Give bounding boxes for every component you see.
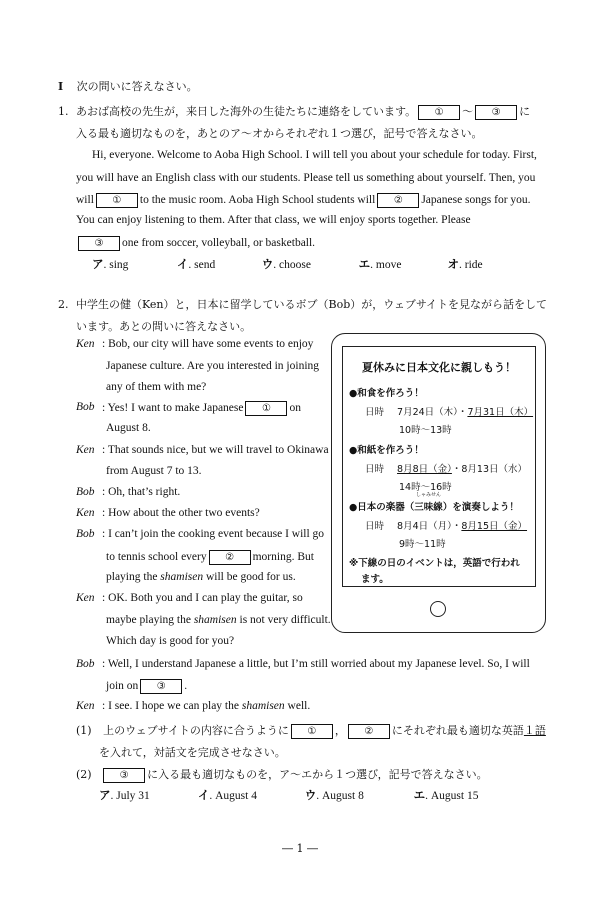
date-label: 日時 — [365, 407, 385, 418]
subq-number: (1) — [76, 724, 92, 737]
date-text: 8月4日（月）・ — [397, 521, 462, 532]
date-label: 日時 — [365, 521, 385, 532]
q1-passage-line3 — [76, 193, 531, 208]
choice-e — [359, 256, 445, 272]
q1-intro-line2: 入る最も適切なものを，あとのア～オからそれぞれ１つ選び，記号で答えなさい。 — [76, 127, 483, 140]
shamisen-word: shamisen — [241, 700, 285, 712]
dialogue-text: : Yes! I want to make Japanese — [102, 402, 244, 415]
choice-text: . July 31 — [110, 790, 150, 802]
dialogue-line: Japanese culture. Are you interested in joining — [106, 360, 320, 372]
event-cooking-dates — [365, 404, 533, 418]
q1-passage-line1: Hi, everyone. Welcome to Aoba High School. I will tell you about your schedule for today. First, — [92, 149, 537, 161]
answer-box-2: ② — [348, 724, 390, 739]
note-line1: ※下線の日のイベントは，英語で行われ — [349, 558, 520, 569]
date-label: 日時 — [365, 464, 385, 475]
speaker-bob: Bob — [76, 401, 95, 413]
answer-box-1: ① — [245, 401, 287, 416]
q2-intro-text: 中学生の健（Ken）と，日本に留学しているボブ（Bob）が，ウェブサイトを見ながら話をして — [76, 298, 548, 311]
choice-key: エ — [358, 257, 371, 271]
subq1-line1 — [76, 722, 546, 739]
choice-text: . August 15 — [425, 790, 479, 802]
event-shamisen-dates — [365, 518, 527, 532]
choice-i — [177, 256, 259, 272]
shamisen-word: shamisen — [160, 571, 204, 583]
dialogue-line — [106, 550, 314, 565]
event-cooking-title: ●和食を作ろう！ — [349, 388, 424, 399]
speaker-ken: Ken — [76, 507, 95, 519]
answer-box-2: ② — [209, 550, 251, 565]
choice-key: ア — [99, 788, 111, 802]
q1-intro-ni: に — [519, 105, 531, 118]
event-shamisen-time: 9時～11時 — [399, 539, 446, 550]
q1-intro-line1 — [58, 103, 530, 120]
date-underlined: 8月8日（金） — [397, 464, 452, 475]
dialogue-line — [102, 700, 310, 712]
q1-passage-line2: you will have an English class with our students. Please tell us something about yourself. Then, you — [76, 172, 536, 184]
q2-intro-line1 — [58, 296, 547, 312]
speaker-bob: Bob — [76, 528, 95, 540]
event-paper-dates — [365, 461, 527, 475]
choice-text: . choose — [273, 259, 311, 271]
q2-intro-line2: います。あとの問いに答えなさい。 — [76, 320, 252, 333]
choice-key: ウ — [304, 788, 317, 802]
choice-e — [414, 787, 479, 803]
section-marker: Ⅰ — [58, 80, 64, 93]
dialogue-line: from August 7 to 13. — [106, 465, 202, 477]
choice-text: . ride — [459, 259, 483, 271]
passage-text: to the music room. Aoba High School students will — [139, 194, 376, 207]
q2-number: 2. — [58, 298, 69, 311]
choice-key: エ — [413, 788, 426, 802]
dialogue-line — [106, 571, 296, 583]
event-shamisen-title — [349, 492, 519, 513]
choice-a — [92, 256, 174, 272]
dialogue-line: : Bob, our city will have some events to enjoy — [102, 338, 314, 350]
answer-box-3: ③ — [78, 236, 120, 251]
subq1-line2: を入れて，対話文を完成させなさい。 — [99, 746, 286, 759]
subq2-choices — [99, 787, 478, 803]
dialogue-text: will be good for us. — [205, 571, 296, 583]
choice-text: . sing — [103, 259, 129, 271]
speaker-ken: Ken — [76, 444, 95, 456]
shamisen-word: shamisen — [193, 614, 237, 626]
date-text: 7月24日（木）・ — [397, 407, 468, 418]
speaker-ken: Ken — [76, 592, 95, 604]
dialogue-line: : Oh, that’s right. — [102, 486, 181, 498]
date-underlined: 8月15日（金） — [461, 521, 528, 532]
website-screen — [342, 346, 536, 587]
choice-text: . send — [188, 259, 216, 271]
event-paper-title: ●和紙を作ろう！ — [349, 445, 424, 456]
comma: ， — [334, 724, 346, 737]
dialogue-text: is not very difficult. — [239, 614, 331, 626]
answer-box-3: ③ — [140, 679, 182, 694]
dialogue-text: to tennis school every — [106, 551, 207, 564]
choice-key: イ — [176, 257, 189, 271]
answer-box-1: ① — [291, 724, 333, 739]
choice-key: ア — [92, 257, 104, 271]
title-text: ●日本の楽器（ — [349, 502, 415, 513]
subq-number: (2) — [76, 768, 92, 781]
dialogue-line: : How about the other two events? — [102, 507, 260, 519]
ruby-text: しゃみせん — [416, 492, 442, 498]
choice-text: . move — [370, 259, 402, 271]
dialogue-text: on — [289, 402, 301, 415]
note-line2: ます。 — [361, 574, 389, 585]
choice-u — [305, 787, 411, 803]
passage-text: will — [76, 194, 94, 207]
choice-i — [198, 787, 302, 803]
answer-box-2: ② — [377, 193, 419, 208]
dialogue-line: August 8. — [106, 422, 151, 434]
choice-a — [99, 787, 195, 803]
website-title: 夏休みに日本文化に親しもう！ — [362, 361, 516, 374]
subq-text: にそれぞれ最も適切な英語 — [391, 724, 524, 737]
speaker-bob: Bob — [76, 486, 95, 498]
answer-box-3: ③ — [103, 768, 145, 783]
subq-text: に入る最も適切なものを，ア～エから１つ選び，記号で答えなさい。 — [147, 768, 488, 781]
dialogue-line — [106, 679, 187, 694]
choice-text: . August 8 — [316, 790, 364, 802]
dialogue-line: any of them with me? — [106, 381, 207, 393]
dialogue-text: morning. But — [252, 551, 314, 564]
dialogue-text: : I see. I hope we can play the — [102, 700, 239, 712]
speaker-bob: Bob — [76, 658, 95, 670]
answer-box-3: ③ — [475, 105, 517, 120]
date-underlined: 7月31日（木） — [467, 407, 534, 418]
page-number: ― 1 ― — [282, 842, 318, 855]
dialogue-line: Which day is good for you? — [106, 635, 235, 647]
q1-number: 1. — [58, 105, 69, 118]
shamisen-kanji: 三味線 — [414, 502, 443, 513]
speaker-ken: Ken — [76, 338, 95, 350]
event-cooking-time: 10時～13時 — [399, 425, 452, 436]
choice-key: ウ — [261, 257, 274, 271]
passage-text: one from soccer, volleyball, or basketball. — [122, 237, 316, 250]
dialogue-line: : OK. Both you and I can play the guitar, so — [102, 592, 303, 604]
choice-key: イ — [197, 788, 210, 802]
choice-key: オ — [447, 257, 459, 271]
q1-passage-line4: You can enjoy listening to them. After that class, we will enjoy sports together. Please — [76, 214, 471, 226]
choice-o — [448, 256, 483, 272]
passage-text: Japanese songs for you. — [421, 194, 531, 207]
title-text: ）を演奏しよう！ — [442, 502, 519, 513]
q1-passage-line5 — [76, 236, 315, 251]
dialogue-line — [102, 401, 301, 416]
dialogue-text: join on — [106, 680, 139, 693]
q1-intro-text: あおば高校の先生が，来日した海外の生徒たちに連絡をしています。 — [76, 105, 417, 118]
choice-text: . August 4 — [209, 790, 257, 802]
dialogue-text: maybe playing the — [106, 614, 191, 626]
event-paper-time: 14時～16時 — [399, 482, 452, 493]
answer-box-1: ① — [96, 193, 138, 208]
date-text: ・8月13日（水） — [451, 464, 528, 475]
dialogue-text: well. — [287, 700, 311, 712]
dialogue-text: playing the — [106, 571, 158, 583]
subq-text: 上のウェブサイトの内容に合うように — [103, 724, 289, 737]
subq2-line — [76, 766, 488, 783]
answer-box-1: ① — [418, 105, 460, 120]
period: . — [184, 680, 188, 693]
speaker-ken: Ken — [76, 700, 95, 712]
section-header — [58, 78, 198, 94]
subq-underlined: １語 — [523, 724, 546, 737]
tilde: ～ — [462, 105, 474, 118]
choice-u — [262, 256, 356, 272]
home-button-icon — [430, 601, 446, 617]
dialogue-line: : That sounds nice, but we will travel to Okinawa — [102, 444, 329, 456]
dialogue-line: : I can’t join the cooking event because I will go — [102, 528, 325, 540]
dialogue-line — [106, 614, 331, 626]
section-instruction: 次の問いに答えなさい。 — [76, 80, 198, 93]
q1-choices — [92, 256, 483, 272]
dialogue-line: : Well, I understand Japanese a little, but I’m still worried about my Japanese level. So, I will — [102, 658, 530, 670]
